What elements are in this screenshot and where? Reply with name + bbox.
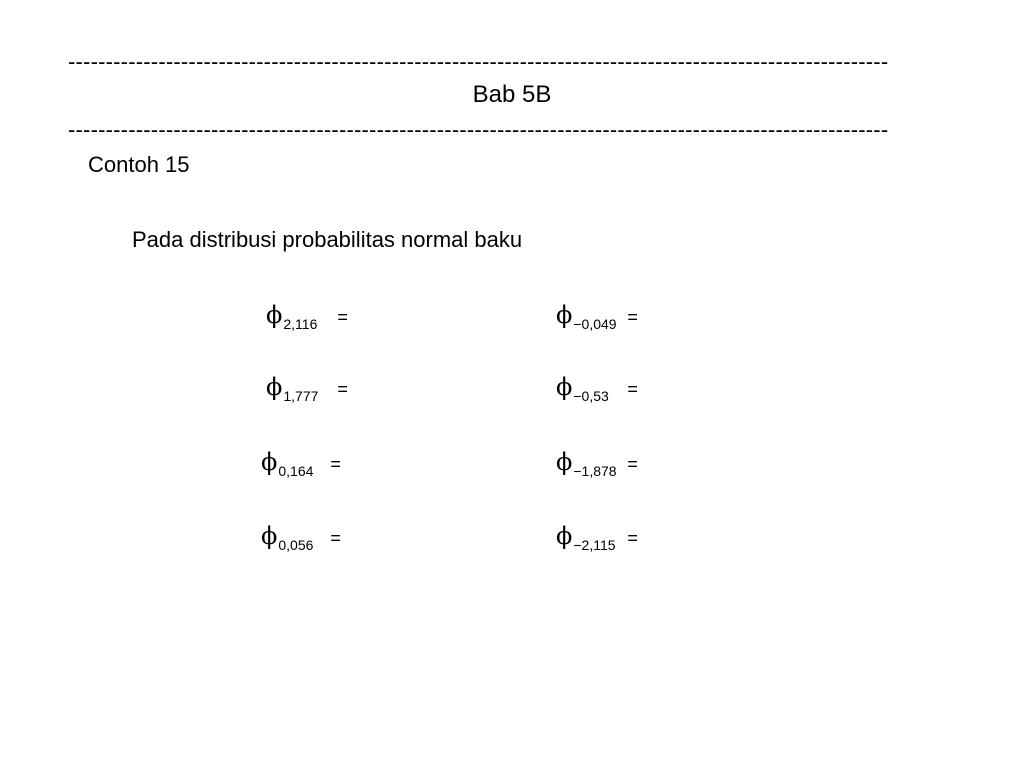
phi-subscript: −0,53 bbox=[573, 388, 609, 404]
phi-symbol: ϕ bbox=[261, 522, 278, 550]
phi-subscript: 2,116 bbox=[283, 316, 318, 332]
bottom-divider-rule: ------------------------------------------------------------------------------------------------------------- bbox=[68, 118, 889, 142]
top-divider-rule: ------------------------------------------------------------------------------------------------------------- bbox=[68, 50, 889, 74]
phi-symbol: ϕ bbox=[261, 448, 278, 476]
equals-sign: = bbox=[330, 528, 341, 548]
equals-sign: = bbox=[330, 454, 341, 474]
equation-left-1 bbox=[266, 300, 348, 340]
equals-sign: = bbox=[337, 379, 348, 399]
equals-sign: = bbox=[627, 528, 638, 548]
equals-sign: = bbox=[337, 307, 348, 327]
equals-sign: = bbox=[627, 379, 638, 399]
phi-symbol: ϕ bbox=[556, 301, 573, 329]
phi-symbol: ϕ bbox=[556, 373, 573, 401]
phi-subscript: 1,777 bbox=[283, 388, 319, 404]
phi-symbol: ϕ bbox=[266, 301, 283, 329]
equation-right-3 bbox=[556, 447, 638, 487]
page-title: Bab 5B bbox=[472, 81, 552, 108]
phi-symbol: ϕ bbox=[556, 448, 573, 476]
phi-subscript: −1,878 bbox=[573, 463, 617, 479]
equation-left-2 bbox=[266, 372, 348, 412]
equals-sign: = bbox=[627, 307, 638, 327]
equation-right-2 bbox=[556, 372, 638, 412]
phi-symbol: ϕ bbox=[556, 522, 573, 550]
equation-right-4 bbox=[556, 521, 638, 561]
phi-subscript: −0,049 bbox=[573, 316, 617, 332]
equation-right-1 bbox=[556, 300, 638, 340]
phi-subscript: 0,164 bbox=[278, 463, 314, 479]
phi-subscript: −2,115 bbox=[573, 537, 616, 553]
equation-left-4 bbox=[261, 521, 341, 561]
phi-subscript: 0,056 bbox=[278, 537, 314, 553]
equation-left-3 bbox=[261, 447, 341, 487]
equals-sign: = bbox=[627, 454, 638, 474]
intro-text: Pada distribusi probabilitas normal baku bbox=[132, 227, 523, 252]
example-heading: Contoh 15 bbox=[88, 152, 190, 177]
phi-symbol: ϕ bbox=[266, 373, 283, 401]
